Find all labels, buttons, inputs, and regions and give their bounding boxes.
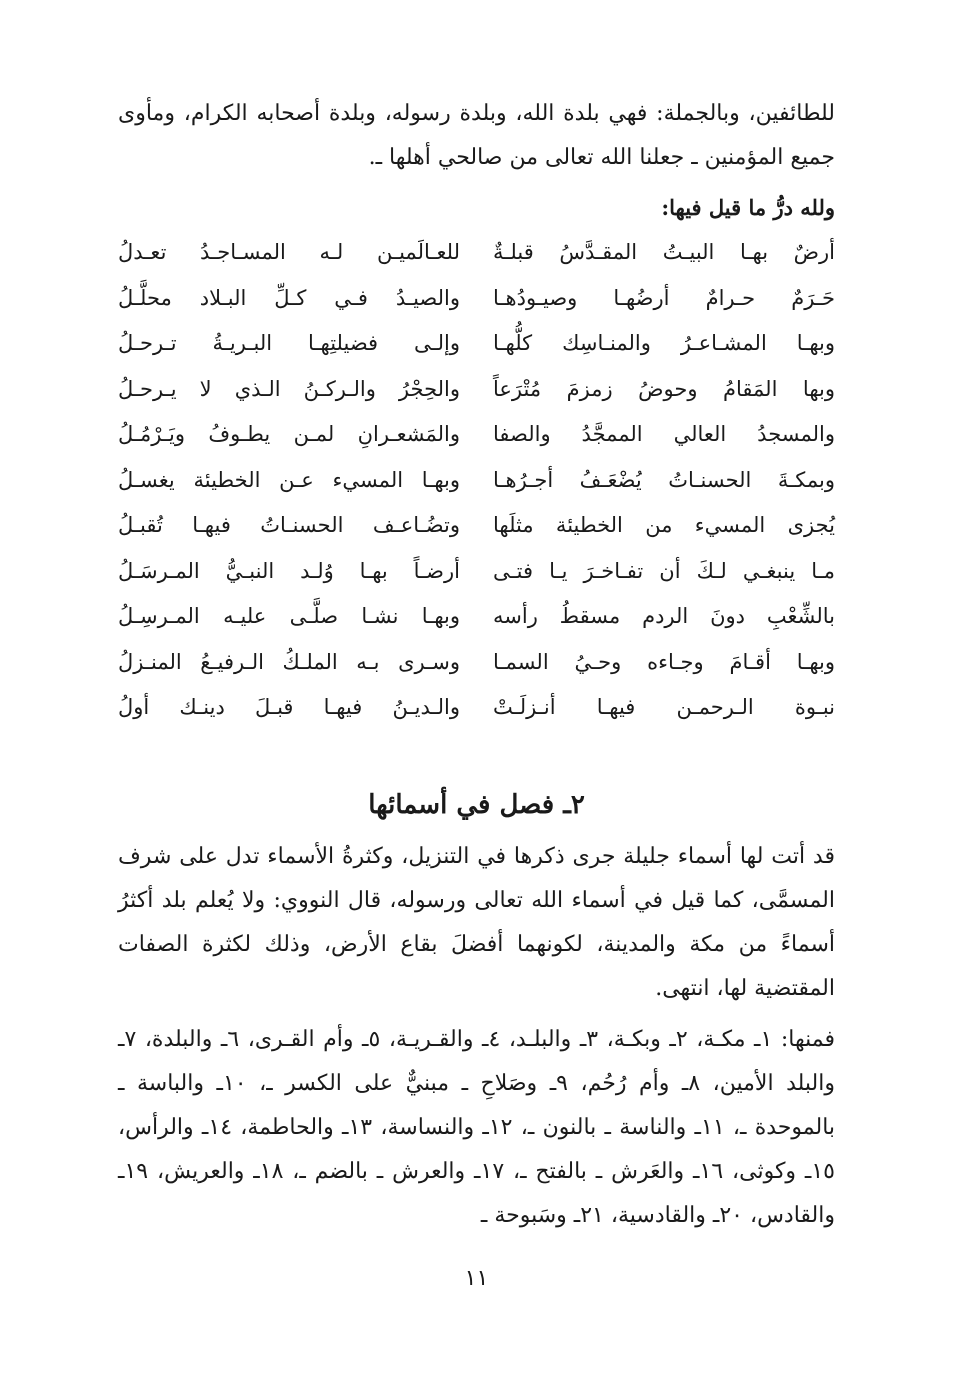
poem-verse <box>118 276 835 322</box>
verse-first-hemistich: يُجزى المسيء من الخطيئة مثلَها <box>493 513 835 537</box>
poem-lead-line: ولله درُّ ما قيل فيها: <box>661 195 835 220</box>
poem-verse <box>118 321 835 367</box>
verse-first-hemistich: وبمكـةَ الحسنـاتُ يُضْعَـفُ أجـرُهـا <box>493 467 835 492</box>
verse-second-hemistich: أرضـاً بهـا وُلـد النبـيُّ المـرسَـلُ <box>118 558 460 583</box>
verse-first-hemistich: وبهـا المشـاعـرُ والمنـاسِك كلُّهـا <box>493 331 835 355</box>
verse-first-hemistich: مـا ينبغـي لـكَ أن تفـاخـرَ يـا فتـى <box>493 558 835 583</box>
verse-second-hemistich: وبهـا نشـا صلَّـى عليـه المـرسِـلُ <box>118 604 460 628</box>
page-number: ١١ <box>464 1266 489 1291</box>
poem-verse <box>118 458 835 504</box>
verse-first-hemistich: حَـرَمٌ حـرامٌ أرضُهـا وصيـودُهـا <box>493 285 835 310</box>
verse-second-hemistich: والمَشعـرانِ لمـن يطـوفُ ويَـرْمُـلُ <box>118 422 460 446</box>
verse-second-hemistich: وإلـى فضيلتِهـا البـريـةُ تـرحـلُ <box>118 331 460 355</box>
verse-second-hemistich: للعـالَميـن لـه المسـاجـدُ تعـدلُ <box>118 240 460 264</box>
poem-verse <box>118 230 835 276</box>
poem-verse <box>118 367 835 413</box>
section-heading: ٢ـ فصل في أسمائها <box>368 790 585 820</box>
verse-second-hemistich: والصيـدُ فـي كـلِّ البـلاد محلَّـلُ <box>118 285 460 310</box>
verse-second-hemistich: وسـرى بـه الملـكُ الـرفيـعُ المنـزلُ <box>118 649 460 674</box>
poem-verse <box>118 549 835 595</box>
verse-first-hemistich: والمسجدُ العالي الممجَّدُ والصفا <box>493 422 835 446</box>
verse-second-hemistich: والحِجْرُ والـركـنُ الـذي لا يـرحـلُ <box>118 376 460 401</box>
poem-verse <box>118 503 835 549</box>
poem-verse <box>118 412 835 458</box>
poem-verse <box>118 594 835 640</box>
verse-second-hemistich: وتضُـاعـف الحسنـاتُ فيهـا تُقبـلُ <box>118 513 460 537</box>
verse-first-hemistich: وبها المَقامُ وحوضُ زمزمَ مُتْرَعاً <box>493 376 835 401</box>
poem-verse <box>118 685 835 731</box>
verse-first-hemistich: وبهـا أقـامَ وجـاءه وحـيُ السمـا <box>493 649 835 674</box>
intro-paragraph: للطائفين، وبالجملة: فهي بلدة الله، وبلدة رسوله، وبلدة أصحابه الكرام، ومأوى جميع المؤمنين ـ جعلنا الله تعالى من صالحي أهلها ـ. <box>118 101 835 170</box>
body-paragraph-names-list: فمنها: ١ـ مكـة، ٢ـ وبكـة، ٣ـ والبلـد، ٤ـ والقـريـة، ٥ـ وأم القـرى، ٦ـ والبلدة، ٧ـ والبلد الأمين، ٨ـ وأم رُحُم، ٩ـ وصَلاحِ ـ مبنيٌّ على الكسر ـ، ١٠ـ والباسة ـ بالموحدة ـ، ١١ـ والناسة ـ بالنون ـ، ١٢ـ والنساسة، ١٣ـ والحاطمة، ١٤ـ والرأس، ١٥ـ وكوثى، ١٦ـ والعَرش ـ بالفتح ـ، ١٧ـ والعرش ـ بالضم ـ، ١٨ـ والعريش، ١٩ـ والقادس، ٢٠ـ والقادسية، ٢١ـ وسَبوحة ـ <box>118 1027 836 1228</box>
poem <box>118 230 835 731</box>
verse-first-hemistich: نبـوة الـرحمـن فيهـا أنـزلَـتْ <box>493 695 835 719</box>
body-paragraph: قد أتت لها أسماء جليلة جرى ذكرها في التنزيل، وكثرةُ الأسماء تدل على شرف المسمَّى، كما قيل في أسماء الله تعالى ورسوله، قال النووي: ولا يُعلم بلد أكثرُ أسماءً من مكة والمدينة، لكونهما أفضلَ بقاع الأرض، وذلك لكثرة الصفات المقتضية لها، انتهى. <box>118 844 835 1001</box>
poem-verse <box>118 640 835 686</box>
verse-first-hemistich: أرضٌ بهـا البيـتُ المقـدَّسُ قبلـةٌ <box>493 240 835 264</box>
verse-second-hemistich: والـديـنُ فيهـا قبـلَ دينـك أولُ <box>118 695 460 719</box>
verse-second-hemistich: وبهـا المسيء عـن الخطيئة يغسـلُ <box>118 467 460 492</box>
verse-first-hemistich: بالشِّعْبِ دونَ الردم مسقطُ رأسه <box>493 604 835 628</box>
